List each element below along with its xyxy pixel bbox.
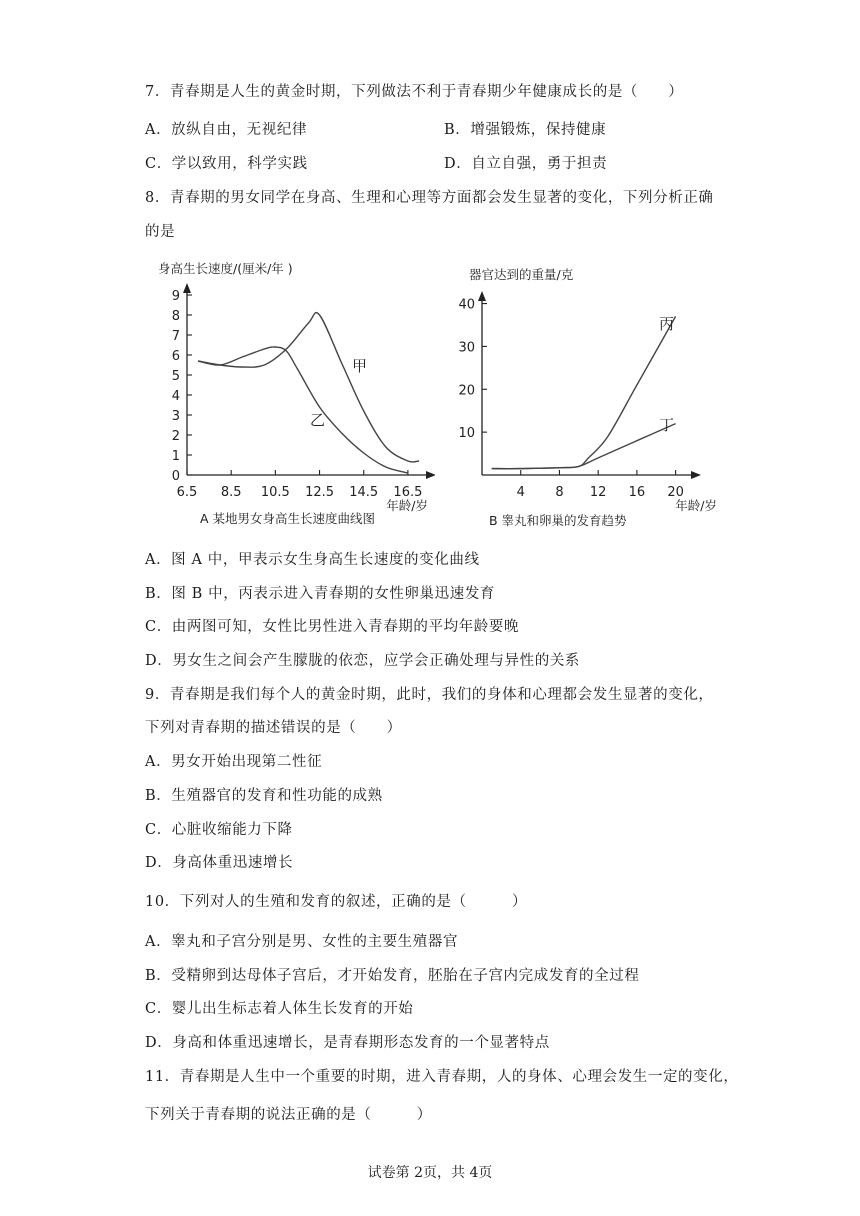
x-tick-label: 12.5 [305,485,335,500]
y-tick-label: 30 [458,340,475,356]
x-tick-label: 16.5 [393,485,423,500]
y-tick-label: 5 [171,369,180,384]
q9-stem-line1: 9．青春期是我们每个人的黄金时期，此时，我们的身体和心理都会发生显著的变化， [145,687,714,703]
chart-b-xlabel: 年龄/岁 [675,498,717,513]
page-footer: 试卷第 2页，共 4页 [367,1165,493,1181]
y-tick-label: 8 [171,309,180,324]
y-tick-label: 20 [458,383,475,399]
q11-stem-line1: 11．青春期是人生中一个重要的时期，进入青春期，人的身体、心理会发生一定的变化， [145,1069,739,1085]
q9-option-a: A．男女开始出现第二性征 [145,754,323,770]
x-tick-label: 20 [667,485,684,500]
y-tick-label: 1 [171,449,180,464]
y-tick-label: 3 [171,409,180,424]
chart-b-title: B 睾丸和卵巢的发育趋势 [489,513,627,528]
chart-b-ylabel: 器官达到的重量/克 [469,267,574,282]
x-tick-label: 4 [516,485,525,500]
q8-stem-line1: 8．青春期的男女同学在身高、生理和心理等方面都会发生显著的变化，下列分析正确 [145,190,714,206]
chart-a-growth-speed [150,255,435,530]
chart-b-label-ding: 丁 [659,416,675,434]
q10-option-b: B．受精卵到达母体子宫后，才开始发育，胚胎在子宫内完成发育的全过程 [145,968,640,984]
q8-option-b: B．图 B 中，丙表示进入青春期的女性卵巢迅速发育 [145,586,496,602]
chart-b-y-arrow [478,291,486,301]
x-tick-label: 8 [555,485,564,500]
q7-stem: 7．青春期是人生的黄金时期，下列做法不利于青春期少年健康成长的是（ ） [145,84,684,100]
chart-b-x-arrow [691,471,701,479]
q10-option-d: D．身高和体重迅速增长，是青春期形态发育的一个显著特点 [145,1035,550,1051]
x-tick-label: 16 [628,485,646,500]
chart-b-label-bing: 丙 [659,315,675,333]
y-tick-label: 9 [171,289,180,304]
chart-a-y-arrow [183,283,191,293]
chart-a-xlabel: 年龄/岁 [386,498,428,513]
series-line-丁 [492,424,676,469]
chart-a-title: A 某地男女身高生长速度曲线图 [200,511,376,526]
q7-option-a: A．放纵自由，无视纪律 [145,122,308,138]
q7-option-d: D．自立自强，勇于担责 [444,156,608,172]
y-tick-label: 0 [171,469,180,484]
q11-stem-line2: 下列关于青春期的说法正确的是（ ） [145,1107,432,1123]
y-tick-label: 10 [458,426,475,442]
q8-option-d: D．男女生之间会产生朦胧的依恋，应学会正确处理与异性的关系 [145,653,581,669]
q8-stem-line2: 的是 [145,224,176,240]
q9-stem-line2: 下列对青春期的描述错误的是（ ） [145,720,402,736]
x-tick-label: 14.5 [349,485,379,500]
q8-option-a: A．图 A 中，甲表示女生身高生长速度的变化曲线 [145,552,480,568]
q10-stem: 10．下列对人的生殖和发育的叙述，正确的是（ ） [145,894,528,910]
y-tick-label: 2 [171,429,180,444]
q7-option-b: B．增强锻炼，保持健康 [444,122,607,138]
y-tick-label: 6 [171,349,180,364]
chart-b-organ-weight [455,255,730,530]
q7-option-c: C．学以致用，科学实践 [145,156,308,172]
q10-option-a: A．睾丸和子宫分别是男、女性的主要生殖器官 [145,934,459,950]
series-line-丙 [492,316,676,468]
y-tick-label: 7 [171,329,180,344]
x-tick-label: 10.5 [260,485,290,500]
x-tick-label: 12 [589,485,607,500]
y-tick-label: 4 [171,389,180,404]
q9-option-d: D．身高体重迅速增长 [145,855,294,871]
chart-a-x-arrow [426,471,435,479]
chart-a-label-jia: 甲 [352,357,368,375]
q9-option-b: B．生殖器官的发育和性功能的成熟 [145,788,383,804]
y-tick-label: 40 [458,297,475,313]
x-tick-label: 6.5 [176,485,198,500]
q8-option-c: C．由两图可知，女性比男性进入青春期的平均年龄要晚 [145,619,520,635]
x-tick-label: 8.5 [220,485,242,500]
q9-option-c: C．心脏收缩能力下降 [145,822,293,838]
chart-a-ylabel: 身高生长速度/(厘米/年 ) [158,261,293,276]
chart-a-label-yi: 乙 [310,411,326,429]
q10-option-c: C．婴儿出生标志着人体生长发育的开始 [145,1001,414,1017]
